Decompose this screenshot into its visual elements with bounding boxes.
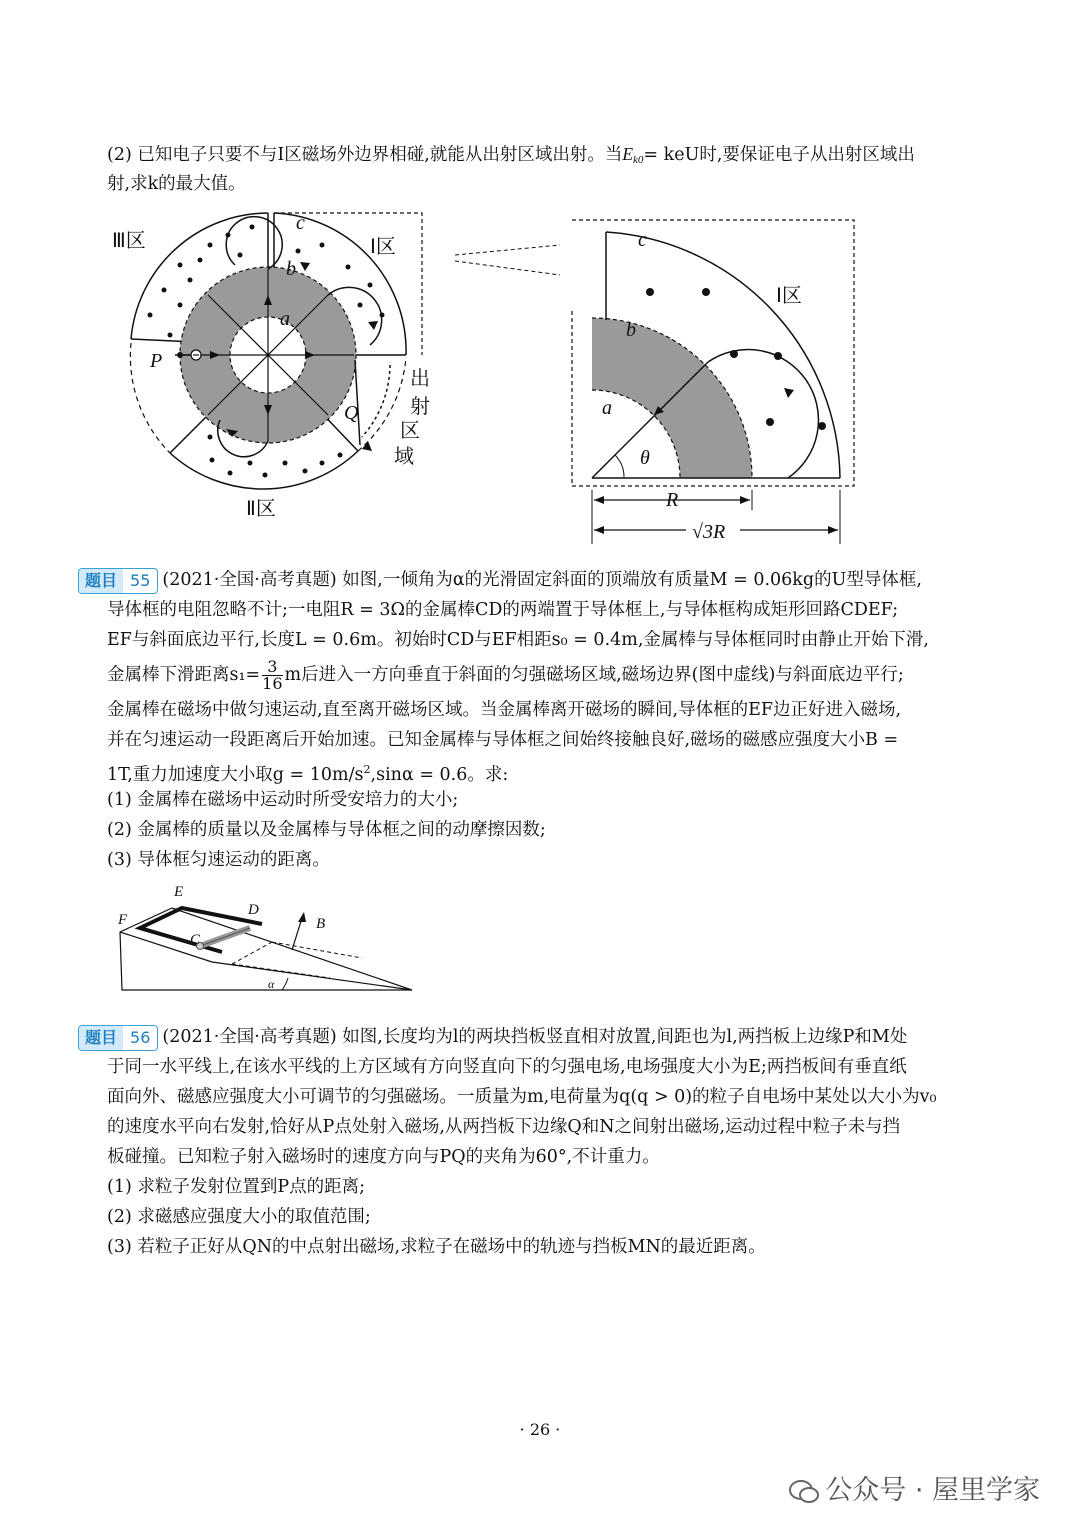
- q56-line-1: (2021·全国·高考真题) 如图,长度均为l的两块挡板竖直相对放置,间距也为l,两挡板上边缘P和M处: [162, 1027, 908, 1047]
- watermark: [789, 1468, 1040, 1507]
- question-tag-label: 题目: [79, 1026, 123, 1050]
- prev-line-1b: = keU时,要保证电子从出射区域出: [643, 145, 915, 165]
- q55-fraction: [262, 659, 282, 692]
- fig2-label-a: a: [602, 397, 612, 419]
- fig1-exit-4: 域: [394, 446, 414, 468]
- fig2-dim-sqrt3r: √3R: [692, 521, 726, 543]
- fig1-label-b: b: [286, 258, 296, 280]
- fig3-label-d: D: [248, 902, 259, 918]
- q55-line-2: 导体框的电阻忽略不计;一电阻R = 3Ω的金属棒CD的两端置于导体框上,与导体框构成矩形回路CDEF;: [107, 600, 899, 620]
- question-56: [78, 1022, 1018, 1262]
- fig1-label-p: P: [150, 350, 163, 372]
- figure-annular-field: [100, 205, 560, 525]
- q56-line-4: 的速度水平向右发射,恰好从P点处射入磁场,从两挡板下边缘Q和N之间射出磁场,运动过程中粒子未与挡: [107, 1117, 901, 1137]
- fig1-region1: Ⅰ区: [370, 236, 396, 258]
- question-tag-number: 56: [130, 1027, 151, 1047]
- fig1-label-c: c: [296, 212, 305, 234]
- q55-line-7b: ,sinα = 0.6。求:: [370, 765, 509, 785]
- question-55: [78, 565, 1018, 875]
- fraction-numerator: 3: [262, 659, 282, 676]
- q56-line-2: 于同一水平线上,在该水平线的上方区域有方向竖直向下的匀强电场,电场强度大小为E;两挡板间有垂直纸: [107, 1057, 907, 1077]
- question-tag-55: [78, 568, 158, 594]
- fig2-theta: θ: [640, 447, 650, 469]
- q56-sub-3: (3) 若粒子正好从QN的中点射出磁场,求粒子在磁场中的轨迹与挡板MN的最近距离。: [107, 1237, 766, 1257]
- prev-line-1-var: E: [622, 144, 634, 164]
- question-tag-number: 55: [130, 570, 151, 590]
- fig2-region1: Ⅰ区: [776, 285, 802, 307]
- fig1-exit-2: 射: [410, 396, 430, 418]
- fig1-region2: Ⅱ区: [246, 498, 276, 520]
- fig3-label-b: B: [316, 916, 326, 932]
- prev-question: [107, 139, 1007, 199]
- q55-line-1: (2021·全国·高考真题) 如图,一倾角为α的光滑固定斜面的顶端放有质量M = 0.06kg的U型导体框,: [162, 570, 922, 590]
- q56-line-5: 板碰撞。已知粒子射入磁场时的速度方向与PQ的夹角为60°,不计重力。: [107, 1147, 660, 1167]
- wechat-icon: [789, 1480, 819, 1504]
- fig3-label-e: E: [174, 884, 184, 900]
- prev-line-1a: (2) 已知电子只要不与Ⅰ区磁场外边界相碰,就能从出射区域出射。当: [107, 145, 623, 165]
- prev-line-2: 射,求k的最大值。: [107, 174, 246, 194]
- fig2-dim-r: R: [666, 489, 679, 511]
- fig1-label-a: a: [280, 308, 290, 330]
- fig1-region3: Ⅲ区: [112, 230, 146, 252]
- fig2-label-b: b: [626, 319, 636, 341]
- fig1-exit-3: 区: [400, 420, 420, 442]
- fig1-label-q: Q: [344, 402, 359, 424]
- fig1-exit-1: 出: [410, 368, 430, 390]
- fig3-label-c: C: [190, 932, 201, 948]
- q55-line-7a: 1T,重力加速度大小取g = 10m/s: [107, 765, 364, 785]
- question-tag-56: [78, 1025, 158, 1051]
- fig3-label-alpha: α: [268, 977, 275, 991]
- q56-sub-1: (1) 求粒子发射位置到P点的距离;: [107, 1177, 366, 1197]
- figure-quarter-zoom: [558, 210, 858, 550]
- watermark-text: 公众号 · 屋里学家: [825, 1475, 1040, 1506]
- question-tag-label: 题目: [79, 569, 123, 593]
- q55-sub-1: (1) 金属棒在磁场中运动时所受安培力的大小;: [107, 790, 459, 810]
- q55-line-4a: 金属棒下滑距离s₁=: [107, 665, 261, 685]
- q55-line-5: 金属棒在磁场中做匀速运动,直至离开磁场区域。当金属棒离开磁场的瞬间,导体框的EF边正好进入磁场,: [107, 700, 902, 720]
- q55-sub-3: (3) 导体框匀速运动的距离。: [107, 850, 330, 870]
- fig3-label-f: F: [118, 912, 128, 928]
- fig2-label-c: c: [638, 229, 647, 251]
- q55-sub-2: (2) 金属棒的质量以及金属棒与导体框之间的动摩擦因数;: [107, 820, 546, 840]
- page-number: · 26 ·: [519, 1420, 561, 1439]
- prev-line-1-sub: k0: [633, 154, 644, 166]
- q56-line-3: 面向外、磁感应强度大小可调节的匀强磁场。一质量为m,电荷量为q(q > 0)的粒子自电场中某处以大小为v₀: [107, 1087, 937, 1107]
- q55-line-3: EF与斜面底边平行,长度L = 0.6m。初始时CD与EF相距s₀ = 0.4m,金属棒与导体框同时由静止开始下滑,: [107, 630, 929, 650]
- fraction-denominator: 16: [262, 674, 283, 693]
- figure-incline: [112, 880, 422, 1000]
- q56-sub-2: (2) 求磁感应强度大小的取值范围;: [107, 1207, 371, 1227]
- q55-line-7-sup: 2: [363, 763, 371, 776]
- q55-line-6: 并在匀速运动一段距离后开始加速。已知金属棒与导体框之间始终接触良好,磁场的磁感应强度大小B =: [107, 730, 899, 750]
- q55-line-4b: m后进入一方向垂直于斜面的匀强磁场区域,磁场边界(图中虚线)与斜面底边平行;: [284, 665, 904, 685]
